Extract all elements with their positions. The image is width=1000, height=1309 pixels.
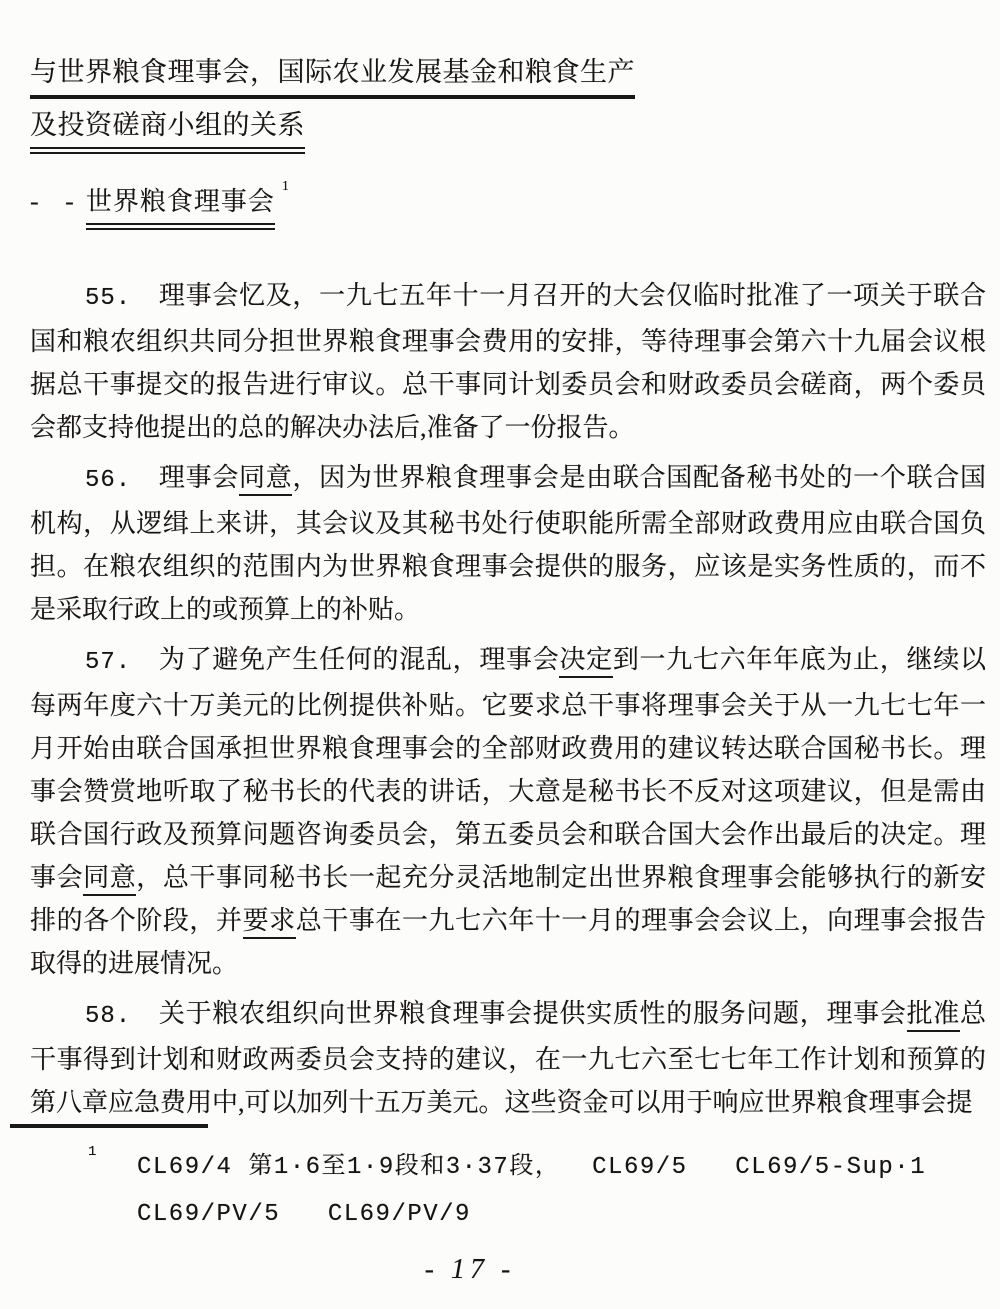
- underlined-term: 决定: [559, 645, 612, 678]
- section-title-text-2: 及投资磋商小组的关系: [30, 103, 305, 154]
- footnote-reference-mark: 1: [281, 179, 289, 194]
- subsection-heading: [30, 181, 289, 230]
- footnote-separator-rule: [10, 1124, 208, 1128]
- footnote-lines: [137, 1144, 926, 1238]
- paragraph-text: 理事会忆及，一九七五年十一月召开的大会仅临时批准了一项关于联合国和粮农组织共同分担世界粮食理事会费用的安排，等待理事会第六十九届会议根据总干事提交的报告进行审议。总干事同计划委员会和财政委员会磋商，两个委员会都支持他提出的总的解决办法后,准备了一份报告。: [30, 281, 986, 442]
- page-number: - 17 -: [424, 1254, 516, 1285]
- section-title-line-2: [30, 103, 305, 154]
- section-title-text-1: 与世界粮食理事会，国际农业发展基金和粮食生产: [30, 50, 635, 99]
- paragraph-text: 到一九七六年年底为止，继续以每两年度六十万美元的比例提供补贴。它要求总干事将理事会关于从一九七七年一月开始由联合国承担世界粮食理事会的全部财政费用的建议转达联合国秘书长。理事会赞赏地听取了秘书长的代表的讲话，大意是秘书长不反对这项建议，但是需由联合国行政及预算问题咨询委员会，第五委员会和联合国大会作出最后的决定。理事会: [30, 645, 986, 892]
- underlined-term: 要求: [243, 906, 296, 939]
- paragraph-56: [30, 456, 986, 631]
- paragraph-text: 总干事得到计划和财政两委员会支持的建议，在一九七六至七七年工作计划和预算的第八章应急费用中,可以加列十五万美元。这些资金可以用于响应世界粮食理事会提: [30, 999, 986, 1117]
- paragraph-text: ，因为世界粮食理事会是由联合国配备秘书处的一个联合国机构，从逻缉上来讲，其会议及其秘书处行使职能所需全部财政费用应由联合国负担。在粮农组织的范围内为世界粮食理事会提供的服务，应该是实务性质的，而不是采取行政上的或预算上的补贴。: [30, 463, 986, 624]
- paragraph-text: 关于粮农组织向世界粮食理事会提供实质性的服务问题，理事会: [158, 999, 907, 1028]
- body-text: [30, 274, 986, 1131]
- paragraph-text: ，总干事同秘书长一起充分灵活地制定出世界粮食理事会能够执行的新安排的各个阶段，并: [30, 863, 986, 935]
- paragraph-number: 56.: [85, 467, 132, 494]
- paragraph-number: 55.: [85, 285, 132, 312]
- footnote: [88, 1144, 926, 1238]
- underlined-term: 同意: [239, 463, 292, 496]
- footnote-line-1: CL69/4 第1·6至1·9段和3·37段， CL69/5 CL69/5-Sup·1: [137, 1154, 927, 1181]
- paragraph-text: 总干事在一九七六年十一月的理事会会议上，向理事会报告取得的进展情况。: [30, 906, 986, 978]
- paragraph-number: 58.: [85, 1003, 132, 1030]
- subheading-text: 世界粮食理事会: [86, 181, 275, 230]
- underlined-term: 同意: [83, 863, 136, 896]
- footnote-line-2: CL69/PV/5 CL69/PV/9: [137, 1201, 471, 1228]
- paragraph-number: 57.: [85, 649, 132, 676]
- paragraph-text: 理事会: [158, 463, 240, 492]
- paragraph-55: [30, 274, 986, 449]
- paragraph-58: [30, 992, 986, 1124]
- underlined-term: 批准: [907, 999, 960, 1032]
- paragraph-57: [30, 638, 986, 985]
- paragraph-text: 为了避免产生任何的混乱，理事会: [158, 645, 560, 674]
- dash-prefix: - -: [30, 187, 84, 216]
- footnote-marker: 1: [88, 1144, 98, 1160]
- section-title-line-1: [30, 50, 635, 99]
